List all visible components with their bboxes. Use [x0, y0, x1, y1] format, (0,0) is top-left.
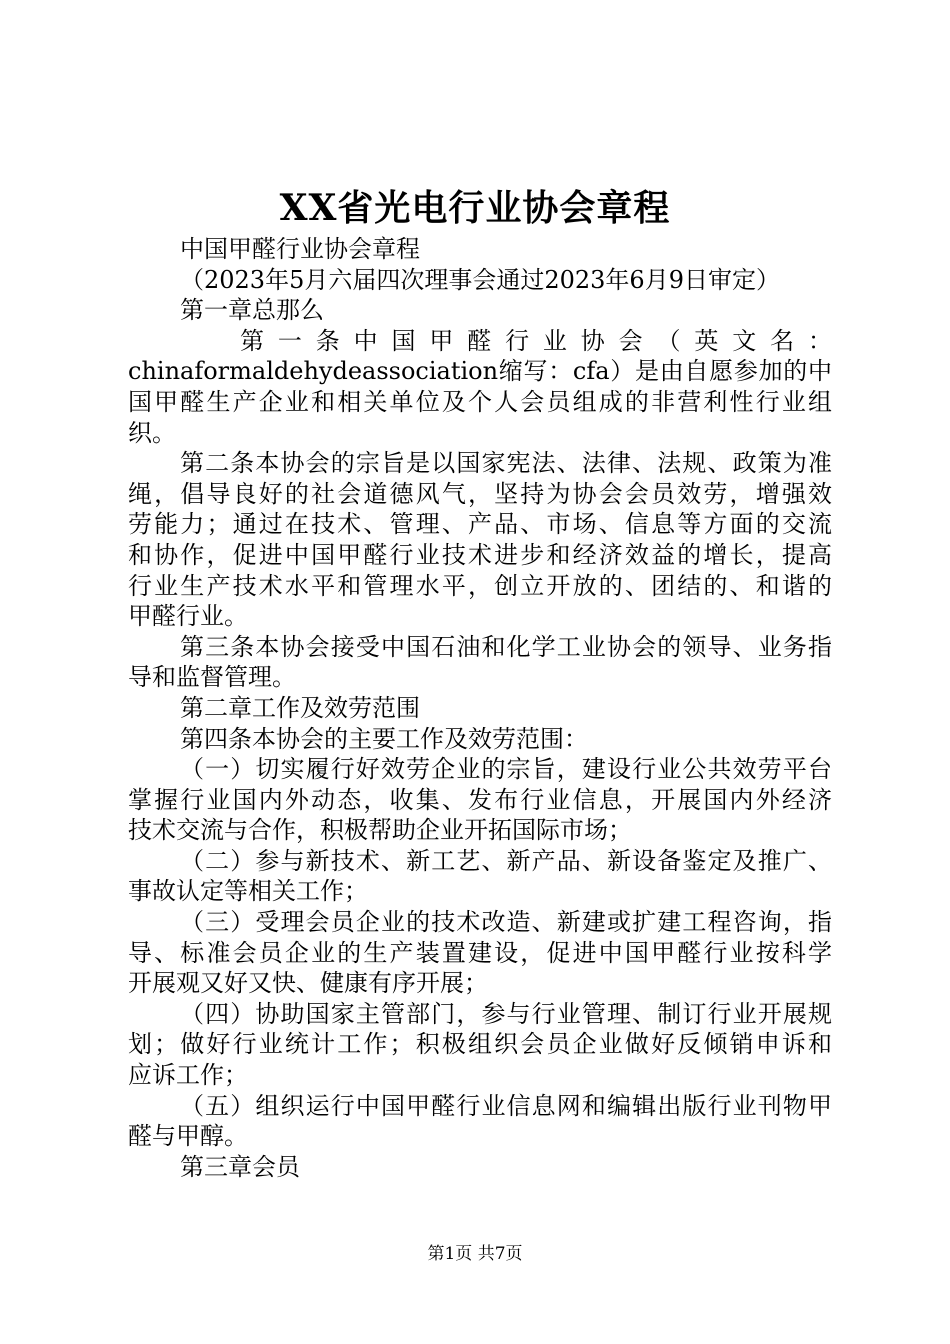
text-line: 国甲醛生产企业和相关单位及个人会员组成的非营利性行业组: [128, 387, 832, 416]
text-line: chinaformaldehydeassociation缩写：cfa）是由自愿参加的中: [128, 357, 832, 386]
text-line: 应诉工作；: [128, 1061, 248, 1090]
text-line: 事故认定等相关工作；: [128, 877, 368, 906]
text-line: 开展观又好又快、健康有序开展；: [128, 969, 488, 998]
text-line: 第三条本协会接受中国石油和化学工业协会的领导、业务指: [180, 632, 832, 661]
text-line: 第三章会员: [180, 1152, 300, 1181]
text-line: 甲醛行业。: [128, 602, 248, 631]
text-line: 醛与甲醇。: [128, 1122, 248, 1151]
text-line: 中国甲醛行业协会章程: [180, 235, 420, 263]
text-line: 行业生产技术水平和管理水平，创立开放的、团结的、和谐的: [128, 571, 832, 600]
text-line: 导和监督管理。: [128, 663, 296, 692]
text-line: 和协作，促进中国甲醛行业技术进步和经济效益的增长，提高: [128, 540, 832, 569]
page-number-footer: 第1页 共7页: [427, 1244, 523, 1264]
text-line: 掌握行业国内外动态，收集、发布行业信息，开展国内外经济: [128, 785, 832, 814]
text-line: 第二条本协会的宗旨是以国家宪法、法律、法规、政策为准: [180, 449, 832, 478]
text-line: 划；做好行业统计工作；积极组织会员企业做好反倾销申诉和: [128, 1030, 832, 1059]
text-line: （四）协助国家主管部门，参与行业管理、制订行业开展规: [180, 999, 832, 1028]
text-line: （2023年5月六届四次理事会通过2023年6月9日审定）: [180, 265, 780, 294]
text-line: 第四条本协会的主要工作及效劳范围：: [180, 724, 588, 753]
document-title: XX省光电行业协会章程: [279, 187, 671, 229]
text-line: 绳，倡导良好的社会道德风气，坚持为协会会员效劳，增强效: [128, 479, 832, 508]
text-line: 第二章工作及效劳范围: [180, 693, 420, 722]
text-line: 技术交流与合作，积极帮助企业开拓国际市场；: [128, 816, 632, 845]
text-line: （二）参与新技术、新工艺、新产品、新设备鉴定及推广、: [180, 846, 832, 875]
text-line: 导、标准会员企业的生产装置建设，促进中国甲醛行业按科学: [128, 938, 832, 967]
text-line: 第一章总那么: [180, 296, 324, 325]
text-line: （三）受理会员企业的技术改造、新建或扩建工程咨询，指: [180, 908, 832, 937]
text-line: 劳能力；通过在技术、管理、产品、市场、信息等方面的交流: [128, 510, 832, 539]
text-line: 织。: [128, 418, 176, 447]
text-line: （五）组织运行中国甲醛行业信息网和编辑出版行业刊物甲: [180, 1091, 832, 1120]
text-line: 第 一 条 中 国 甲 醛 行 业 协 会 （ 英 文 名 ：: [240, 326, 832, 355]
text-line: （一）切实履行好效劳企业的宗旨，建设行业公共效劳平台: [180, 755, 832, 784]
document-body: [128, 234, 832, 1182]
